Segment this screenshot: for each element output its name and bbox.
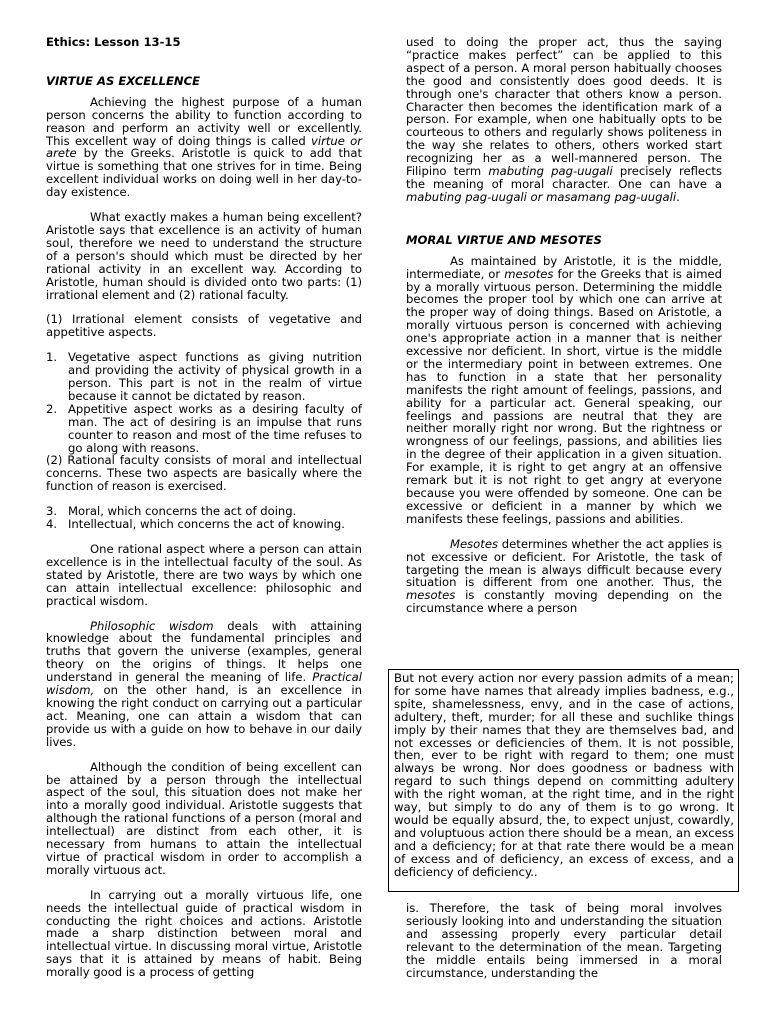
section-heading-mesotes: MORAL VIRTUE AND MESOTES (406, 232, 602, 247)
paragraph: (2) Rational faculty consists of moral and intellectual concerns. These two aspects are basically where the function of reason is exercised. (46, 453, 362, 494)
paragraph: One rational aspect where a person can attain excellence is in the intellectual faculty of the soul. As stated by Aristotle, there are two ways by which one can attain intellectual excellence: philosophic and practical wisdom. (46, 542, 362, 608)
paragraph: Philosophic wisdom deals with attaining knowledge about the fundamental principles and truths that govern the universe (examples, general theory on the origins of things. It helps one understand in general the meaning of life. Practical wisdom, on the other hand, is an excellence in knowing the right conduct on carrying out a particular act. Meaning, one can attain a wisdom that can provide us with a guide on how to behave in our daily lives. (46, 618, 362, 749)
paragraph: As maintained by Aristotle, it is the middle, intermediate, or mesotes for the Greeks that is aimed by a morally virtuous person. Determining the middle becomes the proper tool by which one can arrive at the proper way of doing things. Based on Aristotle, a morally virtuous person is concerned with achieving one's appropriate action in a manner that is neither excessive nor deficient. In short, virtue is the middle or the intermediary point in between extremes. One has to function in a state that her personality manifests the right amount of feelings, passions, and ability for a particular act. General speaking, our feelings and passions are neutral that they are neither morally right nor wrong. But the rightness or wrongness of our feelings, passions, and abilities lies in the degree of their application in a given situation. For example, it is right to get angry at an offensive remark but it is not right to get angry at everyone because you were offended by someone. One can be excessive or deficient in a manner by which we manifests these feelings, passions and abilities. (406, 253, 722, 526)
list-item: 3. Moral, which concerns the act of doing. (46, 504, 297, 519)
section-heading-virtue: VIRTUE AS EXCELLENCE (46, 73, 201, 88)
quote-box (388, 669, 739, 892)
paragraph: In carrying out a morally virtuous life, one needs the intellectual guide of practical wisdom in conducting the right choices and actions. Aristotle made a sharp distinction between moral and intellectual virtue. In discussing moral virtue, Aristotle says that it is attained by means of habit. Being morally good is a process of getting (46, 887, 362, 980)
paragraph: is. Therefore, the task of being moral involves seriously looking into and understanding the situation and assessing properly every particular detail relevant to the determination of the mean. Targeting the middle entails being immersed in a moral circumstance, understanding the (406, 901, 722, 980)
numbered-list (46, 351, 362, 454)
paragraph: Although the condition of being excellent can be attained by a person through the intellectual aspect of the soul, this situation does not make her into a morally good individual. Aristotle suggests that although the rational functions of a person (moral and intellectual) are distinct from each other, it is necessary from humans to attain the intellectual virtue of practical wisdom in order to accomplish a morally virtuous act. (46, 759, 362, 877)
list-item: 4. Intellectual, which concerns the act of knowing. (46, 517, 345, 532)
left-column (46, 36, 362, 979)
document-title: Ethics: Lesson 13-15 (46, 35, 181, 49)
list-item: 1. Vegetative aspect functions as giving nutrition and providing the activity of physical growth in a person. This part is not in the realm of virtue because it cannot be dictated by reason. (46, 350, 362, 403)
quote-text: But not every action nor every passion admits of a mean; for some have names that already implies badness, e.g., spite, shamelessness, envy, and in the case of actions, adultery, theft, murder; for all these and suchlike things imply by their names that they are themselves bad, and not excesses or deficiencies of them. It is not possible, then, ever to be right with regard to them; one must always be wrong. Nor does goodness or badness with regard to such things depend on committing adultery with the right woman, at the right time, and in the right way, but simply to do any of them is to go wrong. It would be equally absurd, the, to expect unjust, cowardly, and voluptuous action there should be a mean, an excess and a deficiency; for at that rate there would be a mean of excess and of deficiency, an excess of excess, and a deficiency of deficiency.. (394, 671, 734, 879)
paragraph: Achieving the highest purpose of a human person concerns the ability to function according to reason and perform an activity well or excellently. This excellent way of doing things is called virtue or arete by the Greeks. Aristotle is quick to add that virtue is something that one strives for in time. Being excellent individual works on doing well in her day-to-day existence. (46, 94, 363, 200)
list-item: 2. Appetitive aspect works as a desiring faculty of man. The act of desiring is an impulse that runs counter to reason and most of the time refuses to go along with reasons. (46, 401, 362, 455)
right-column-continued (406, 902, 722, 979)
right-column (406, 36, 722, 615)
paragraph: (1) Irrational element consists of vegetative and appetitive aspects. (46, 312, 362, 340)
paragraph: What exactly makes a human being excellent? Aristotle says that excellence is an activity of human soul, therefore we need to understand the structure of a person's should which must be directed by her rational activity in an excellent way. According to Aristotle, human should is divided onto two parts: (1) irrational element and (2) rational faculty. (46, 210, 362, 302)
paragraph: used to doing the proper act, thus the saying “practice makes perfect” can be applied to this aspect of a person. A moral person habitually chooses the good and consistently does good deeds. It is through one's character that others know a person. Character then becomes the identification mark of a person. For example, when one habitually opts to be courteous to others and regularly shows politeness in the way she relates to others, others worked start recognizing her as a well-mannered person. The Filipino term mabuting pag-uugali precisely reflects the meaning of moral character. One can have a mabuting pag-uugali or masamang pag-uugali. (406, 35, 722, 204)
paragraph: Mesotes determines whether the act applies is not excessive or deficient. For Aristotle, the task of targeting the mean is always difficult because every situation is different from one another. Thus, the mesotes is constantly moving depending on the circumstance where a person (406, 536, 722, 616)
numbered-list (46, 505, 362, 531)
